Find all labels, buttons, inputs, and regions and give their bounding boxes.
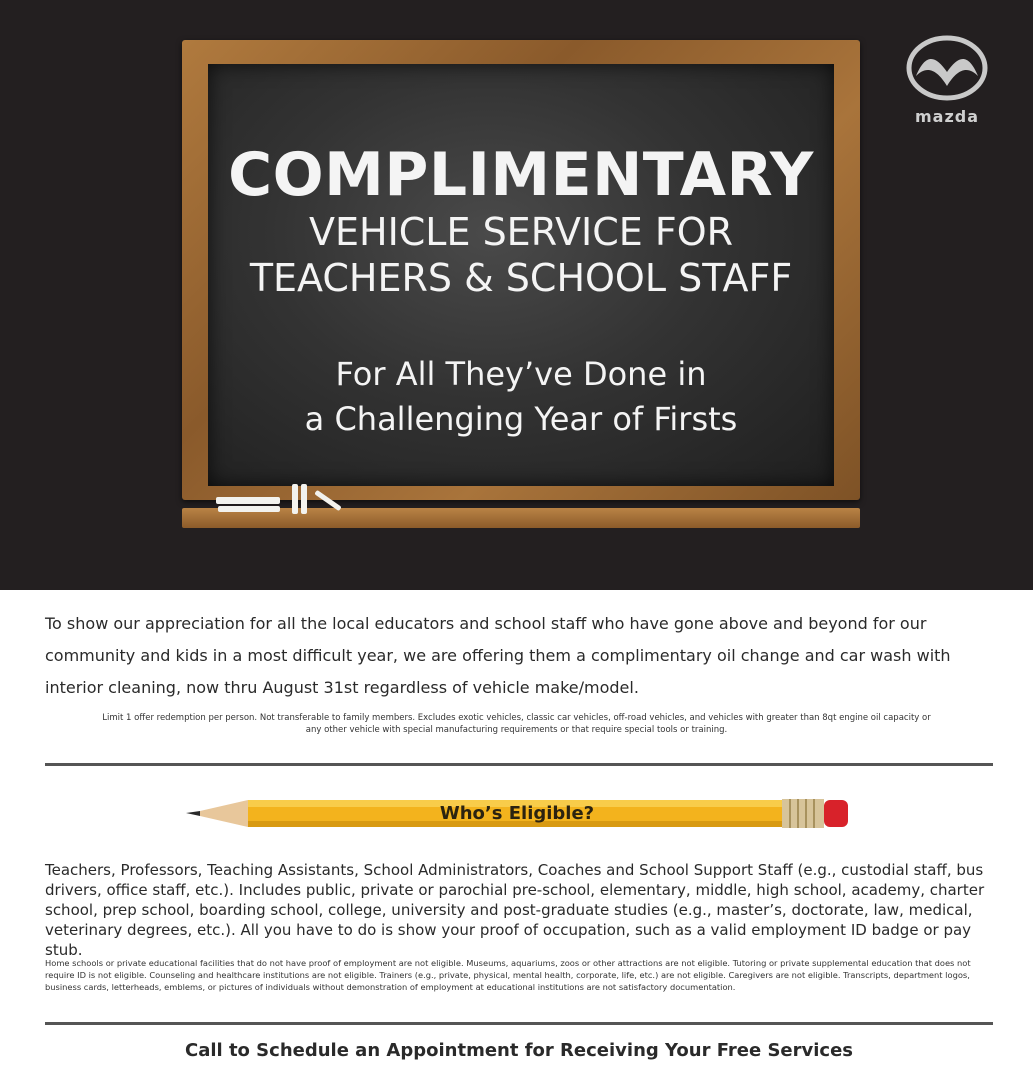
call-to-action: Call to Schedule an Appointment for Receiving Your Free Services <box>184 1040 853 1061</box>
tagline-line-2: a Challenging Year of Firsts <box>304 400 738 438</box>
chalk-stick <box>216 497 280 504</box>
tagline-line-1: For All They’ve Done in <box>335 355 707 393</box>
intro-paragraph: To show our appreciation for all the local educators and school staff who have gone above and beyond for our community and kids in a most difficult year, we are offering them a complimentary oil change and car wash with interior cleaning, now thru August 31st regardless of vehicle make/model. <box>45 614 951 697</box>
divider <box>45 1022 993 1025</box>
chalk-stick <box>218 506 280 512</box>
eligibility-disclaimer: Home schools or private educational facilities that do not have proof of employment are not eligible. Museums, aquariums, zoos or other attractions are not eligible. Tutoring or private supplemental education that does not require ID is not eligible. Counseling and healthcare institutions are not eligible. Trainers (e.g., private, physical, mental health, corporate, life, etc.) are not eligible. Caregivers are not eligible. Transcripts, department logos, business cards, letterheads, emblems, or pictures of individuals without demonstration of employment at educational institutions are not satisfactory documentation. <box>45 958 971 992</box>
chalk-stick <box>292 484 298 514</box>
subheadline-line-1: VEHICLE SERVICE FOR <box>308 210 734 254</box>
headline: COMPLIMENTARY <box>228 140 814 210</box>
chalk-stick <box>301 484 307 514</box>
subheadline-line-2: TEACHERS & SCHOOL STAFF <box>249 256 793 300</box>
offer-disclaimer: Limit 1 offer redemption per person. Not transferable to family members. Excludes exotic vehicles, classic car vehicles, off-road vehicles, and vehicles with greater than 8qt engine oil capacity or any other vehicle with special manufacturing requirements or that require special tools or training. <box>102 713 931 735</box>
eligibility-paragraph: Teachers, Professors, Teaching Assistants, School Administrators, Coaches and School Support Staff (e.g., custodial staff, bus drivers, office staff, etc.). Includes public, private or parochial pre-school, elementary, middle, high school, academy, charter school, prep school, boarding school, college, university and post-graduate studies (e.g., master’s, doctorate, law, medical, veterinary degrees, etc.). All you have to do is show your proof of occupation, such as a valid employment ID badge or pay stub. <box>45 861 985 959</box>
chalkboard-ledge <box>182 508 860 528</box>
eligibility-heading: Who’s Eligible? <box>439 803 595 824</box>
divider <box>45 763 993 766</box>
brand-wordmark: mazda <box>914 107 980 126</box>
